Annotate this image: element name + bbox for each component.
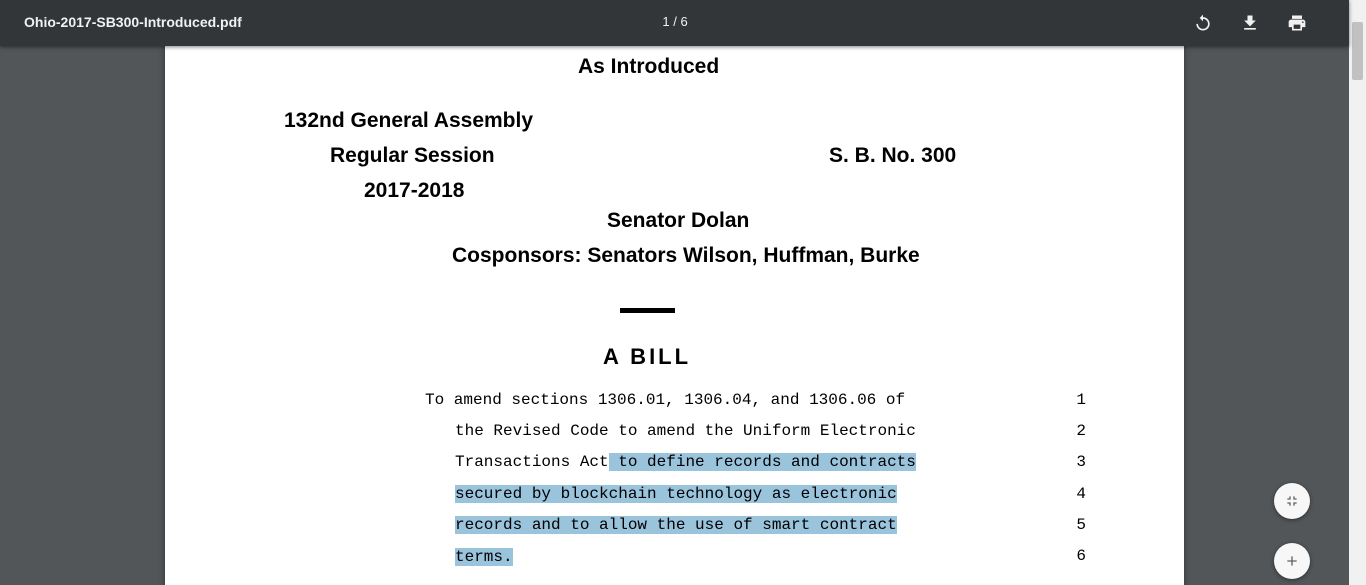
line-number: 6 [1076, 547, 1086, 565]
print-icon [1287, 13, 1307, 33]
scrollbar-thumb[interactable] [1352, 22, 1363, 80]
rotate-icon [1193, 13, 1213, 33]
fit-to-page-button[interactable] [1274, 483, 1310, 519]
bill-text-line-6 [455, 548, 513, 566]
bill-text-line-5 [455, 516, 897, 534]
download-icon [1240, 13, 1260, 33]
session-years: 2017-2018 [364, 179, 465, 202]
sponsor: Senator Dolan [607, 209, 750, 232]
page-indicator [620, 14, 730, 29]
fit-to-page-icon [1284, 493, 1300, 509]
selected-text: secured by blockchain technology as electronic [455, 485, 897, 503]
line-number: 5 [1076, 516, 1086, 534]
session-name: Regular Session [330, 144, 495, 167]
rotate-button[interactable] [1191, 11, 1215, 35]
document-title: Ohio-2017-SB300-Introduced.pdf [24, 14, 242, 30]
assembly-name: 132nd General Assembly [284, 109, 534, 132]
bill-text-line-1 [425, 391, 905, 409]
divider-rule [620, 308, 675, 313]
selected-text: to define records and contracts [608, 453, 916, 471]
line-text: Transactions Act [455, 453, 609, 471]
selected-text: terms. [455, 548, 513, 566]
total-pages: 6 [680, 14, 688, 29]
bill-heading: A BILL [603, 344, 692, 369]
line-number: 1 [1076, 391, 1086, 409]
bill-text-line-4 [455, 485, 897, 503]
bill-status: As Introduced [578, 55, 720, 78]
line-number: 3 [1076, 453, 1086, 471]
line-text: the Revised Code to amend the Uniform Electronic [455, 422, 916, 440]
pdf-page [165, 0, 1184, 585]
current-page-number[interactable]: 1 [662, 14, 670, 29]
line-number: 2 [1076, 422, 1086, 440]
cosponsors: Cosponsors: Senators Wilson, Huffman, Burke [452, 244, 920, 267]
pdf-toolbar [0, 0, 1349, 46]
zoom-in-icon [1284, 553, 1300, 569]
line-text: To amend sections 1306.01, 1306.04, and 1306.06 of [425, 391, 906, 409]
bill-text-line-2 [455, 422, 916, 440]
download-button[interactable] [1238, 11, 1262, 35]
bill-text-line-3 [455, 453, 916, 471]
print-button[interactable] [1285, 11, 1309, 35]
zoom-in-button[interactable] [1274, 543, 1310, 579]
page-separator: / [673, 14, 677, 29]
bill-number: S. B. No. 300 [829, 144, 957, 167]
line-number: 4 [1076, 485, 1086, 503]
selected-text: records and to allow the use of smart contract [455, 516, 897, 534]
vertical-scrollbar[interactable] [1349, 0, 1366, 585]
